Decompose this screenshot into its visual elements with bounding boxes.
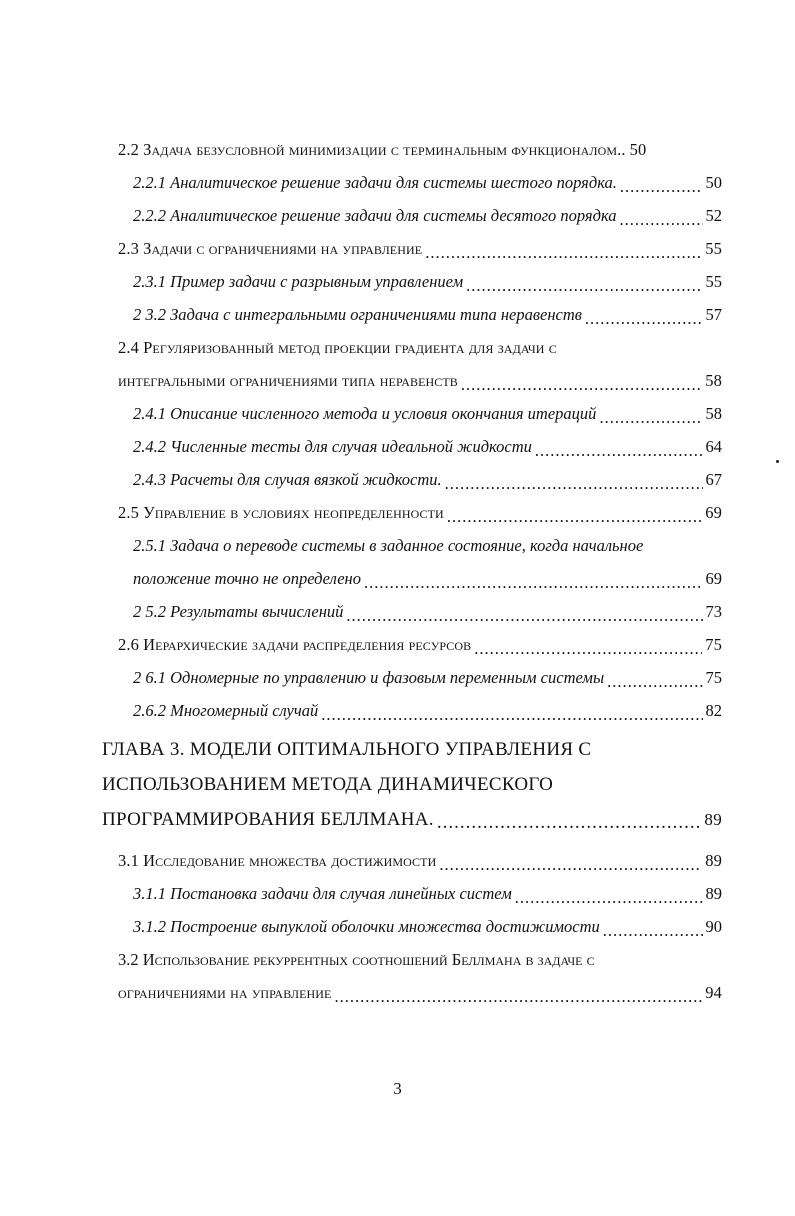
toc-leader: [515, 888, 703, 905]
toc-entry-3-2[interactable]: [118, 983, 722, 1003]
toc-entry-title: ограничениями на управление: [118, 983, 332, 1002]
toc-leader: [321, 705, 702, 722]
toc-entry-title: положение точно не определено: [133, 569, 361, 588]
toc-entry-2-2-2[interactable]: [133, 206, 722, 226]
toc-entry-title: 2 6.1 Одномерные по управлению и фазовым переменным системы: [133, 668, 605, 687]
toc-entry-page: 89: [705, 851, 722, 870]
toc-leader: [425, 243, 702, 260]
toc-entry-2-6-2[interactable]: [133, 701, 722, 721]
toc-entry-title: 2 5.2 Результаты вычислений: [133, 602, 344, 621]
toc-entry-title: 2.5 Управление в условиях неопределенности: [118, 503, 444, 522]
toc-leader: [364, 573, 703, 590]
toc-leader: [461, 375, 702, 392]
toc-entry-chapter-3[interactable]: [102, 809, 722, 831]
toc-entry-2-3[interactable]: [118, 239, 722, 259]
toc-entry-2-4-1[interactable]: [133, 404, 722, 424]
toc-entry-page: 94: [705, 983, 722, 1002]
toc-entry-page: 55: [705, 272, 722, 291]
toc-entry-title: 2.4.2 Численные тесты для случая идеальной жидкости: [133, 437, 532, 456]
toc-entry-2-5-1-line1: 2.5.1 Задача о переводе системы в заданное состояние, когда начальное: [133, 536, 644, 555]
toc-leader: [346, 606, 702, 623]
toc-entry-3-2-line1: 3.2 Использование рекуррентных соотношений Беллмана в задаче с: [118, 950, 595, 969]
toc-entry-page: 73: [705, 602, 722, 621]
toc-entry-2-5[interactable]: [118, 503, 722, 523]
toc-entry-title: 2.2.2 Аналитическое решение задачи для системы десятого порядка: [133, 206, 617, 225]
toc-entry-2-4-2[interactable]: [133, 437, 722, 457]
toc-leader: [607, 672, 702, 689]
toc-entry-page: 67: [705, 470, 722, 489]
toc-entry-title: 2.3 Задачи с ограничениями на управление: [118, 239, 423, 258]
toc-entry-2-5-1[interactable]: [133, 569, 722, 589]
toc-entry-3-1[interactable]: [118, 851, 722, 871]
toc-leader: [445, 474, 703, 491]
toc-entry-page: 69: [705, 569, 722, 588]
toc-entry-title: ПРОГРАММИРОВАНИЯ БЕЛЛМАНА.: [102, 809, 434, 830]
toc-entry-3-1-2[interactable]: [133, 917, 722, 937]
toc-entry-2-2[interactable]: [118, 140, 722, 160]
toc-leader: [447, 507, 702, 524]
toc-leader: [603, 921, 703, 938]
toc-leader: [334, 987, 702, 1004]
toc-leader: [437, 812, 702, 831]
chapter-3-title-line2: ИСПОЛЬЗОВАНИЕМ МЕТОДА ДИНАМИЧЕСКОГО: [102, 774, 554, 795]
toc-entry-page: 69: [705, 503, 722, 522]
toc-entry-title: 2.4.1 Описание численного метода и условия окончания итераций: [133, 404, 597, 423]
toc-entry-2-3-1[interactable]: [133, 272, 722, 292]
toc-leader: [599, 408, 702, 425]
page-number: 3: [393, 1079, 402, 1098]
toc-entry-title: 2.6.2 Многомерный случай: [133, 701, 319, 720]
toc-entry-title: 2.4.3 Расчеты для случая вязкой жидкости.: [133, 470, 442, 489]
toc-entry-title: 3.1 Исследование множества достижимости: [118, 851, 437, 870]
toc-leader: [620, 210, 703, 227]
toc-leader: [535, 441, 703, 458]
toc-entry-2-6[interactable]: [118, 635, 722, 655]
toc-entry-2-3-2[interactable]: [133, 305, 722, 325]
toc-entry-title: 3.1.2 Построение выпуклой оболочки множества достижимости: [133, 917, 600, 936]
toc-entry-page: 64: [705, 437, 722, 456]
toc-leader: [585, 309, 703, 326]
toc-leader: [466, 276, 702, 293]
toc-entry-page: 90: [705, 917, 722, 936]
toc-entry-page: 75: [705, 668, 722, 687]
toc-entry-page: 89: [704, 810, 722, 829]
toc-entry-2-6-1[interactable]: [133, 668, 722, 688]
toc-entry-2-2-1[interactable]: [133, 173, 722, 193]
chapter-3-title-line1: ГЛАВА 3. МОДЕЛИ ОПТИМАЛЬНОГО УПРАВЛЕНИЯ С: [102, 739, 592, 760]
toc-entry-2-5-2[interactable]: [133, 602, 722, 622]
toc-entry-title: 2.3.1 Пример задачи с разрывным управлением: [133, 272, 464, 291]
toc-entry-page: 58: [705, 404, 722, 423]
toc-entry-title: интегральными ограничениями типа неравенств: [118, 371, 458, 390]
toc-entry-page: 82: [705, 701, 722, 720]
stray-mark: [776, 460, 779, 463]
toc-leader: [620, 177, 703, 194]
toc-entry-page: 57: [705, 305, 722, 324]
toc-entry-2-4[interactable]: [118, 371, 722, 391]
toc-leader: [474, 639, 702, 656]
toc-entry-page: 52: [705, 206, 722, 225]
toc-entry-2-4-3[interactable]: [133, 470, 722, 490]
toc-entry-title: 2.2.1 Аналитическое решение задачи для системы шестого порядка.: [133, 173, 617, 192]
toc-entry-page: 50: [629, 140, 647, 159]
toc-entry-title: 2.2 Задача безусловной минимизации с терминальным функционалом..: [118, 140, 626, 159]
toc-entry-title: 3.1.1 Постановка задачи для случая линейных систем: [133, 884, 512, 903]
toc-entry-page: 89: [705, 884, 722, 903]
toc-entry-page: 58: [705, 371, 722, 390]
toc-entry-3-1-1[interactable]: [133, 884, 722, 904]
toc-leader: [439, 855, 702, 872]
toc-entry-page: 50: [705, 173, 722, 192]
toc-entry-title: 2.6 Иерархические задачи распределения ресурсов: [118, 635, 472, 654]
toc-entry-page: 75: [705, 635, 722, 654]
toc-entry-page: 55: [705, 239, 722, 258]
toc-entry-title: 2 3.2 Задача с интегральными ограничениями типа неравенств: [133, 305, 582, 324]
toc-entry-2-4-line1: 2.4 Регуляризованный метод проекции градиента для задачи с: [118, 338, 557, 357]
